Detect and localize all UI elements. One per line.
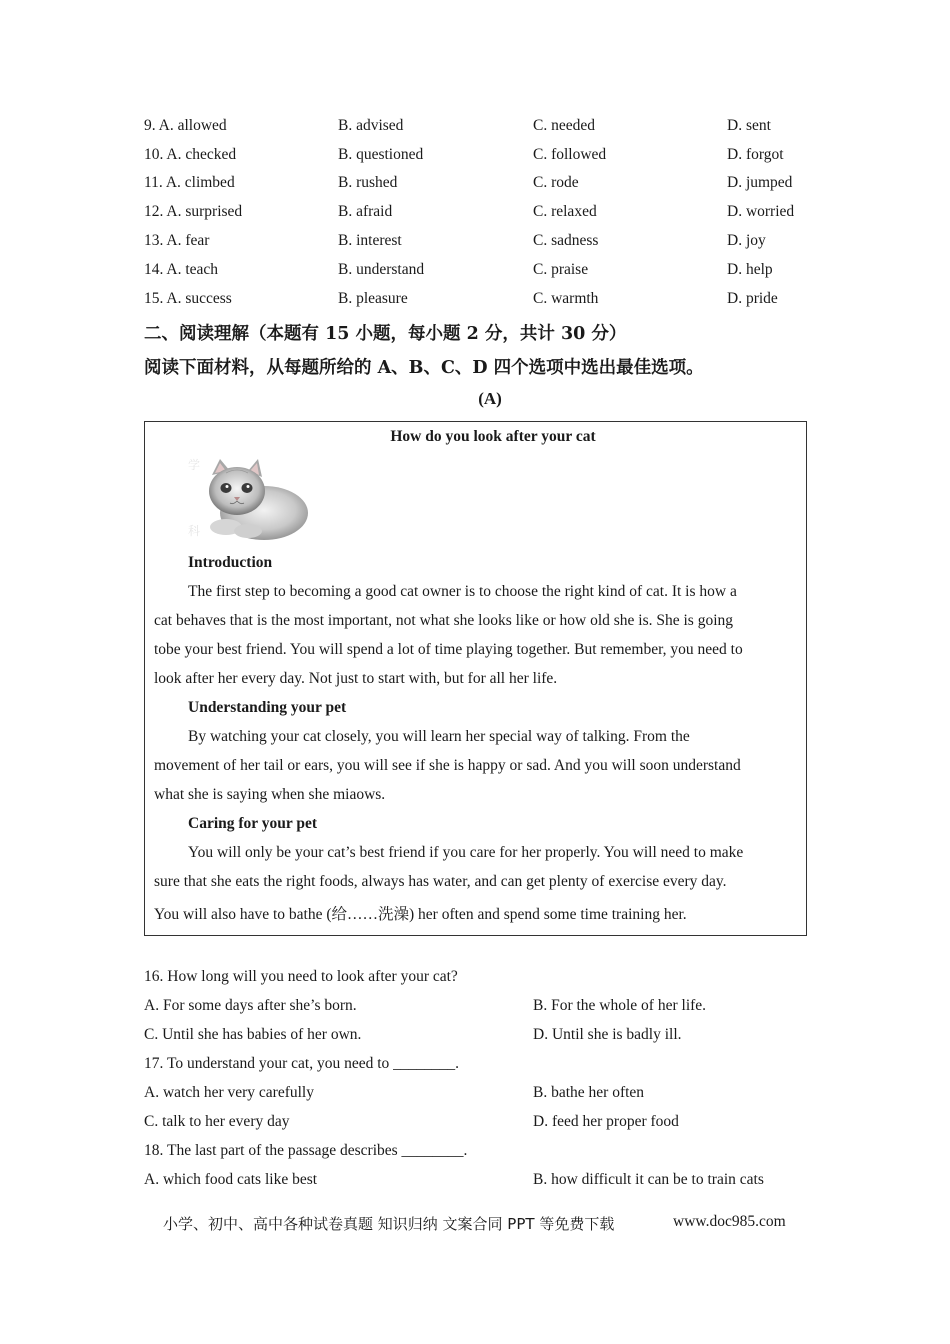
cat-photo: [186, 455, 310, 543]
question-16-option-d: D. Until she is badly ill.: [533, 1026, 682, 1043]
question-18: 18. The last part of the passage describes ________.: [144, 1142, 468, 1159]
intro-line: The first step to becoming a good cat owner is to choose the right kind of cat. It is how a: [188, 583, 737, 600]
understand-heading: Understanding your pet: [188, 699, 347, 716]
svg-text:科: 科: [188, 524, 201, 538]
footer-text: 小学、初中、高中各种试卷真题 知识归纳 文案合同 PPT 等免费下载: [163, 1215, 615, 1233]
option-d: D. sent: [727, 117, 771, 134]
option-row-15: [144, 290, 824, 314]
option-c: C. praise: [533, 261, 589, 278]
question-17-option-b: B. bathe her often: [533, 1084, 645, 1101]
caring-line: sure that she eats the right foods, always has water, and can get plenty of exercise every day.: [154, 873, 727, 890]
option-a: 12. A. surprised: [144, 203, 243, 220]
option-a: 14. A. teach: [144, 261, 219, 278]
intro-line: cat behaves that is the most important, not what she looks like or how old she is. She is going: [154, 612, 734, 629]
question-18-option-a: A. which food cats like best: [144, 1171, 318, 1188]
option-c: C. relaxed: [533, 203, 597, 220]
option-b: B. pleasure: [338, 290, 408, 307]
intro-line: tobe your best friend. You will spend a lot of time playing together. But remember, you need to: [154, 641, 743, 658]
caring-line: You will only be your cat’s best friend if you care for her properly. You will need to make: [188, 844, 744, 861]
option-a: 11. A. climbed: [144, 174, 235, 191]
option-b: B. rushed: [338, 174, 398, 191]
understand-line: what she is saying when she miaows.: [154, 786, 386, 803]
option-row-13: [144, 232, 824, 256]
option-c: C. sadness: [533, 232, 599, 249]
intro-heading: Introduction: [188, 554, 273, 571]
section-title: 二、阅读理解（本题有 15 小题，每小题 2 分，共计 30 分）: [144, 324, 627, 344]
section-instruction: 阅读下面材料，从每题所给的 A、B、C、D 四个选项中选出最佳选项。: [144, 358, 704, 378]
option-c: C. warmth: [533, 290, 599, 307]
intro-line: look after her every day. Not just to start with, but for all her life.: [154, 670, 558, 687]
option-b: B. advised: [338, 117, 404, 134]
passage-title: How do you look after your cat: [390, 428, 596, 445]
page-footer: [163, 1213, 786, 1234]
option-d: D. pride: [727, 290, 778, 307]
option-row-11: [144, 174, 824, 198]
option-c: C. followed: [533, 146, 607, 163]
question-16-option-b: B. For the whole of her life.: [533, 997, 707, 1014]
option-d: D. joy: [727, 232, 766, 249]
option-c: C. rode: [533, 174, 579, 191]
option-a: 15. A. success: [144, 290, 232, 307]
option-a: 13. A. fear: [144, 232, 210, 249]
option-d: D. jumped: [727, 174, 793, 191]
option-b: B. understand: [338, 261, 425, 278]
question-17: 17. To understand your cat, you need to ________.: [144, 1055, 460, 1072]
caring-line: You will also have to bathe (给……洗澡) her often and spend some time training her.: [154, 906, 687, 923]
option-b: B. afraid: [338, 203, 393, 220]
option-d: D. forgot: [727, 146, 784, 163]
option-row-9: [144, 117, 824, 141]
option-row-10: [144, 146, 824, 170]
option-c: C. needed: [533, 117, 595, 134]
option-row-14: [144, 261, 824, 285]
option-a: 10. A. checked: [144, 146, 237, 163]
option-b: B. questioned: [338, 146, 424, 163]
part-label: (A): [478, 389, 502, 408]
question-17-option-d: D. feed her proper food: [533, 1113, 679, 1130]
option-a: 9. A. allowed: [144, 117, 227, 134]
question-17-option-c: C. talk to her every day: [144, 1113, 290, 1130]
option-d: D. worried: [727, 203, 795, 220]
question-17-option-a: A. watch her very carefully: [144, 1084, 314, 1101]
option-d: D. help: [727, 261, 773, 278]
svg-text:学: 学: [188, 458, 201, 472]
footer-url[interactable]: www.doc985.com: [673, 1213, 786, 1230]
caring-heading: Caring for your pet: [188, 815, 318, 832]
understand-line: movement of her tail or ears, you will see if she is happy or sad. And you will soon understand: [154, 757, 741, 774]
question-16: 16. How long will you need to look after your cat?: [144, 968, 458, 985]
question-16-option-c: C. Until she has babies of her own.: [144, 1026, 362, 1043]
option-row-12: [144, 203, 824, 227]
understand-line: By watching your cat closely, you will learn her special way of talking. From the: [188, 728, 690, 745]
question-18-option-b: B. how difficult it can be to train cats: [533, 1171, 764, 1188]
question-16-option-a: A. For some days after she’s born.: [144, 997, 357, 1014]
option-b: B. interest: [338, 232, 402, 249]
